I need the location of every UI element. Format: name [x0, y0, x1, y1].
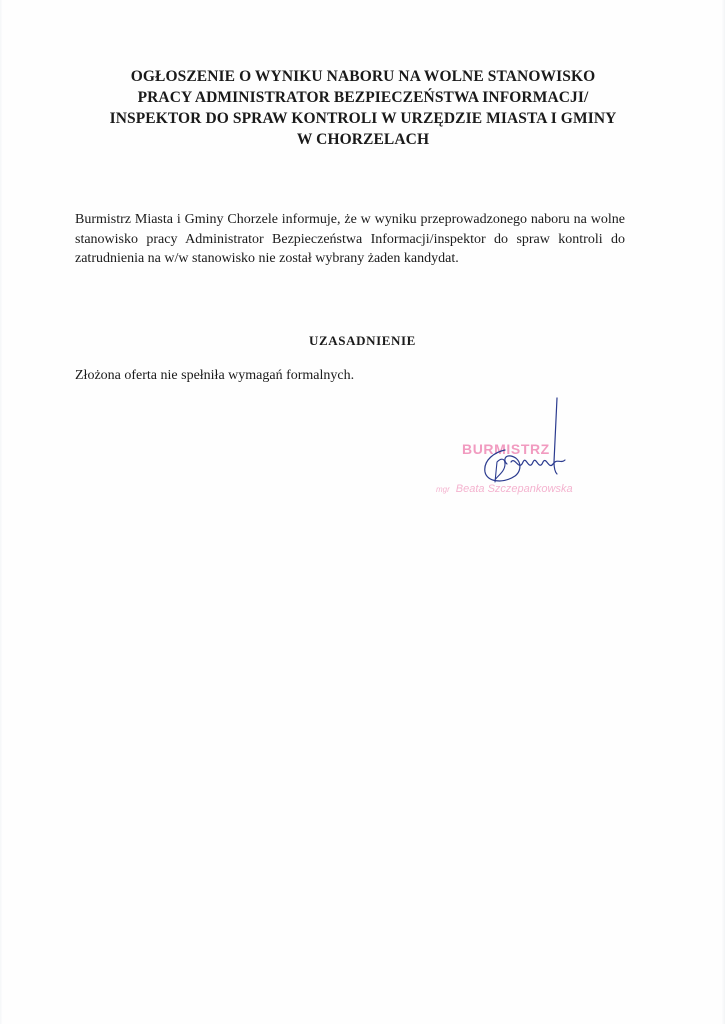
signature-stroke-b — [495, 459, 505, 482]
page-edge-right — [721, 0, 725, 1024]
title-line-3: INSPEKTOR DO SPRAW KONTROLI W URZĘDZIE MIASTA I GMINY — [109, 110, 617, 127]
document-title — [60, 66, 666, 150]
title-line-2: PRACY ADMINISTRATOR BEZPIECZEŃSTWA INFORMACJI/ — [137, 89, 589, 106]
stamp-title: BURMISTRZ — [462, 441, 550, 457]
signature-stroke-loop — [485, 450, 520, 481]
justification-heading: UZASADNIENIE — [309, 333, 416, 348]
title-line-1: OGŁOSZENIE O WYNIKU NABORU NA WOLNE STANOWISKO — [130, 68, 596, 85]
handwritten-signature — [475, 392, 575, 492]
justification-text: Złożona oferta nie spełniła wymagań formalnych. — [75, 368, 355, 383]
stamp-name-prefix: mgr — [436, 485, 450, 494]
announcement-paragraph: Burmistrz Miasta i Gminy Chorzele informuje, że w wyniku przeprowadzonego naboru na wolne stanowisko pracy Administrator Bezpieczeństwa Informacji/inspektor do spraw kontroli do zatrudnienia na w/w stanowisko nie został wybrany żaden kandydat. — [75, 212, 625, 266]
page-edge-left — [0, 0, 3, 1024]
title-line-4: W CHORZELACH — [296, 131, 430, 148]
stamp-name-text: Beata Szczepankowska — [455, 483, 573, 495]
